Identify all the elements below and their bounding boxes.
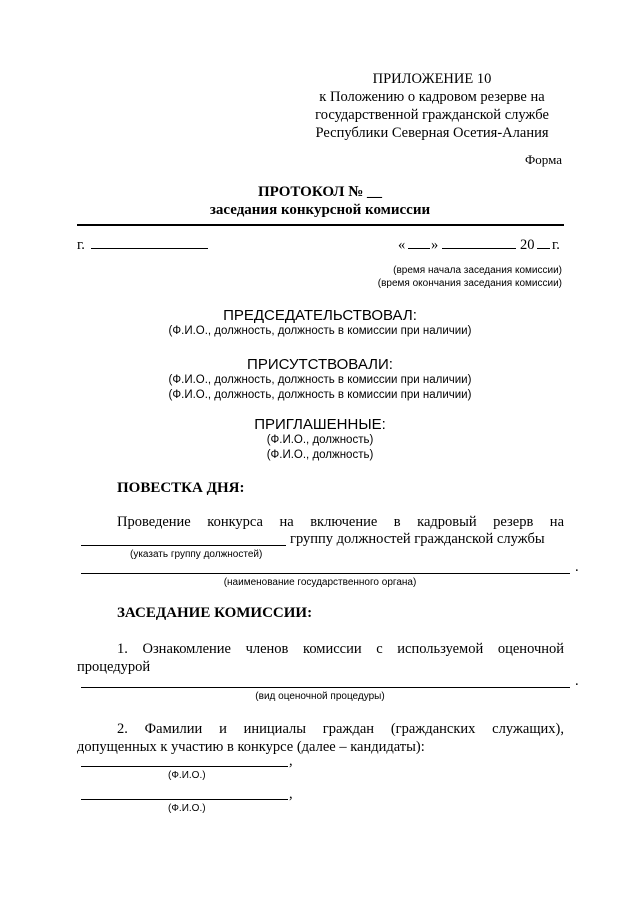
- org-blank: [81, 573, 570, 574]
- year-blank: [537, 248, 550, 249]
- candidate-2-comma: ,: [289, 786, 293, 802]
- present-note-2: (Ф.И.О., должность, должность в комиссии при наличии): [168, 389, 472, 401]
- candidate-2-blank: [81, 799, 288, 800]
- org-caption: (наименование государственного органа): [223, 577, 417, 588]
- agenda-line-2: группу должностей гражданской службы: [290, 531, 545, 547]
- appendix-line-4: Республики Северная Осетия-Алания: [315, 125, 549, 141]
- org-dot: .: [575, 559, 579, 575]
- date-close-quote: »: [431, 237, 439, 253]
- appendix-block: [302, 70, 562, 142]
- procedure-dot: .: [575, 673, 579, 689]
- protocol-title: ПРОТОКОЛ № __: [257, 184, 383, 200]
- chairman-heading: ПРЕДСЕДАТЕЛЬСТВОВАЛ:: [223, 307, 417, 324]
- protocol-subtitle: заседания конкурсной комиссии: [209, 202, 431, 218]
- place-blank: [91, 248, 208, 249]
- appendix-line-1: ПРИЛОЖЕНИЕ 10: [372, 71, 492, 87]
- group-blank: [81, 545, 286, 546]
- procedure-caption: (вид оценочной процедуры): [255, 691, 385, 702]
- agenda-heading: ПОВЕСТКА ДНЯ:: [117, 480, 245, 496]
- item2-line-1: 2. Фамилии и инициалы граждан (гражданских служащих),: [117, 721, 564, 737]
- candidate-1-blank: [81, 766, 288, 767]
- present-note-1: (Ф.И.О., должность, должность в комиссии при наличии): [168, 374, 472, 386]
- invited-note-2: (Ф.И.О., должность): [266, 449, 374, 461]
- date-open-quote: «: [398, 237, 406, 253]
- item1-line-1: 1. Ознакомление членов комиссии с используемой оценочной: [117, 641, 564, 657]
- day-blank: [408, 248, 430, 249]
- candidate-2-caption: (Ф.И.О.): [168, 803, 206, 814]
- item1-line-2: процедурой: [77, 659, 151, 675]
- form-label: Форма: [525, 152, 562, 167]
- time-end-note: (время окончания заседания комиссии): [377, 278, 562, 289]
- agenda-line-1: Проведение конкурса на включение в кадровый резерв на: [117, 514, 564, 530]
- procedure-blank: [81, 687, 570, 688]
- chairman-note: (Ф.И.О., должность, должность в комиссии при наличии): [168, 325, 472, 337]
- item2-line-2: допущенных к участию в конкурсе (далее – кандидаты):: [77, 739, 425, 755]
- month-blank: [442, 248, 516, 249]
- candidate-1-caption: (Ф.И.О.): [168, 770, 206, 781]
- title-rule: [77, 224, 564, 226]
- year-suffix: г.: [552, 237, 560, 253]
- candidate-1-comma: ,: [289, 753, 293, 769]
- appendix-line-3: государственной гражданской службе: [315, 107, 549, 123]
- place-prefix: г.: [77, 237, 85, 253]
- invited-note-1: (Ф.И.О., должность): [266, 434, 374, 446]
- present-heading: ПРИСУТСТВОВАЛИ:: [247, 356, 393, 373]
- year-prefix: 20: [520, 237, 535, 253]
- group-caption: (указать группу должностей): [130, 549, 263, 560]
- time-start-note: (время начала заседания комиссии): [393, 265, 562, 276]
- session-heading: ЗАСЕДАНИЕ КОМИССИИ:: [117, 605, 313, 621]
- appendix-line-2: к Положению о кадровом резерве на: [319, 89, 545, 105]
- invited-heading: ПРИГЛАШЕННЫЕ:: [254, 416, 386, 433]
